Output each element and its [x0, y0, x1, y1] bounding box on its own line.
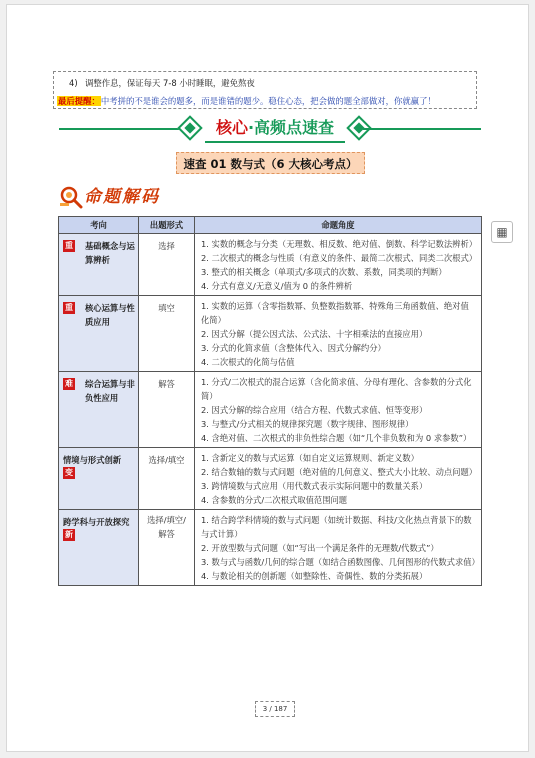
tips-box	[53, 71, 477, 109]
topic-cell	[59, 234, 139, 296]
angle-line: 1. 含新定义的数与式运算（如自定义运算规则、新定义数）	[201, 453, 419, 463]
form-cell: 选择/填空/解答	[139, 510, 195, 586]
table-row	[59, 234, 482, 296]
final-reminder-text: 中考拼的不是谁会的题多，而是谁错的题少。稳住心态，把会做的题全部做对，你就赢了！	[100, 96, 436, 106]
topic-cell	[59, 448, 139, 510]
table-row	[59, 448, 482, 510]
topic-name: 核心运算与性质应用	[85, 303, 135, 327]
angle-line: 2. 因式分解的综合应用（结合方程、代数式求值、恒等变形）	[201, 405, 428, 415]
angle-line: 4. 二次根式的化简与估值	[201, 357, 295, 367]
grid-view-icon[interactable]: ▦	[491, 221, 513, 243]
tip-item-number: 4)	[69, 78, 78, 88]
final-reminder	[57, 94, 470, 108]
angle-line: 1. 实数的概念与分类（无理数、相反数、绝对值、倒数、科学记数法辨析）	[201, 239, 478, 249]
topic-cell	[59, 296, 139, 372]
form-cell: 选择	[139, 234, 195, 296]
table-row	[59, 296, 482, 372]
angle-line: 4. 含参数的分式/二次根式取值范围问题	[201, 495, 348, 505]
angle-line: 1. 分式/二次根式的混合运算（含化简求值、分母有理化、含参数的分式化简）	[201, 377, 472, 401]
tip-item-text: 调整作息，保证每天 7-8 小时睡眠，避免熬夜	[85, 78, 255, 88]
angle-line: 1. 实数的运算（含零指数幂、负整数指数幂、特殊角三角函数值、绝对值化简）	[201, 301, 469, 325]
final-reminder-label: 最后提醒：	[58, 96, 100, 106]
topic-name: 跨学科与开放探究	[63, 517, 130, 527]
table-header-row	[59, 217, 482, 234]
document-page	[6, 4, 529, 752]
angle-line: 2. 因式分解（提公因式法、公式法、十字相乘法的直接应用）	[201, 329, 428, 339]
topic-table	[58, 216, 482, 586]
tag-badge: 新	[65, 530, 73, 539]
tip-item	[57, 76, 470, 90]
form-cell: 解答	[139, 372, 195, 448]
angle-cell	[195, 234, 482, 296]
angle-line: 2. 结合数轴的数与式问题（绝对值的几何意义、整式大小比较、动点问题）	[201, 467, 478, 477]
form-cell: 填空	[139, 296, 195, 372]
angle-line: 2. 二次根式的概念与性质（有意义的条件、最简二次根式、同类二次根式）	[201, 253, 478, 263]
table-row	[59, 372, 482, 448]
topic-name: 综合运算与非负性应用	[85, 379, 135, 403]
angle-line: 4. 含绝对值、二次根式的非负性综合题（如“几个非负数和为 0 求参数”）	[201, 433, 472, 443]
section-subtitle: 速查 01 数与式（6 大核心考点）	[176, 152, 365, 174]
section-title: 核心·高频点速查	[205, 113, 345, 143]
topic-name: 基础概念与运算辨析	[85, 241, 135, 265]
topic-name: 情境与形式创新	[63, 455, 122, 465]
angle-line: 3. 整式的相关概念（单项式/多项式的次数、系数，同类项的判断）	[201, 267, 447, 277]
angle-cell	[195, 296, 482, 372]
header-topic: 考向	[59, 217, 139, 234]
angle-line: 3. 与整式/分式相关的规律探究题（数字规律、图形规律）	[201, 419, 414, 429]
angle-line: 4. 与数论相关的创新题（如整除性、奇偶性、数的分类拓展）	[201, 571, 428, 581]
diamond-icon	[177, 115, 202, 140]
tag-badge: 重	[65, 303, 73, 312]
header-angle: 命题角度	[195, 217, 482, 234]
tag-badge: 变	[65, 468, 73, 477]
angle-cell	[195, 448, 482, 510]
angle-cell	[195, 372, 482, 448]
banner-title: 命题解码	[84, 187, 160, 207]
header-rule-right	[363, 128, 481, 130]
tag-badge: 重	[65, 241, 73, 250]
angle-line: 3. 数与式与函数/几何的综合题（如结合函数图像、几何图形的代数式求值）	[201, 557, 480, 567]
angle-line: 3. 分式的化简求值（含整体代入、因式分解约分）	[201, 343, 386, 353]
topic-cell	[59, 372, 139, 448]
form-cell: 选择/填空	[139, 448, 195, 510]
angle-line: 2. 开放型数与式问题（如“写出一个满足条件的无理数/代数式”）	[201, 543, 439, 553]
table-row	[59, 510, 482, 586]
magnifier-key-icon	[58, 185, 84, 209]
topic-cell	[59, 510, 139, 586]
angle-line: 3. 跨情境数与式应用（用代数式表示实际问题中的数量关系）	[201, 481, 428, 491]
angle-line: 1. 结合跨学科情境的数与式问题（如统计数据、科技/文化热点背景下的数与式计算）	[201, 515, 472, 539]
header-form: 出题形式	[139, 217, 195, 234]
header-rule-left	[59, 128, 185, 130]
angle-line: 4. 分式有意义/无意义/值为 0 的条件辨析	[201, 281, 353, 291]
page-number: 3 / 187	[255, 701, 295, 717]
angle-cell	[195, 510, 482, 586]
tag-badge: 难	[65, 379, 73, 388]
